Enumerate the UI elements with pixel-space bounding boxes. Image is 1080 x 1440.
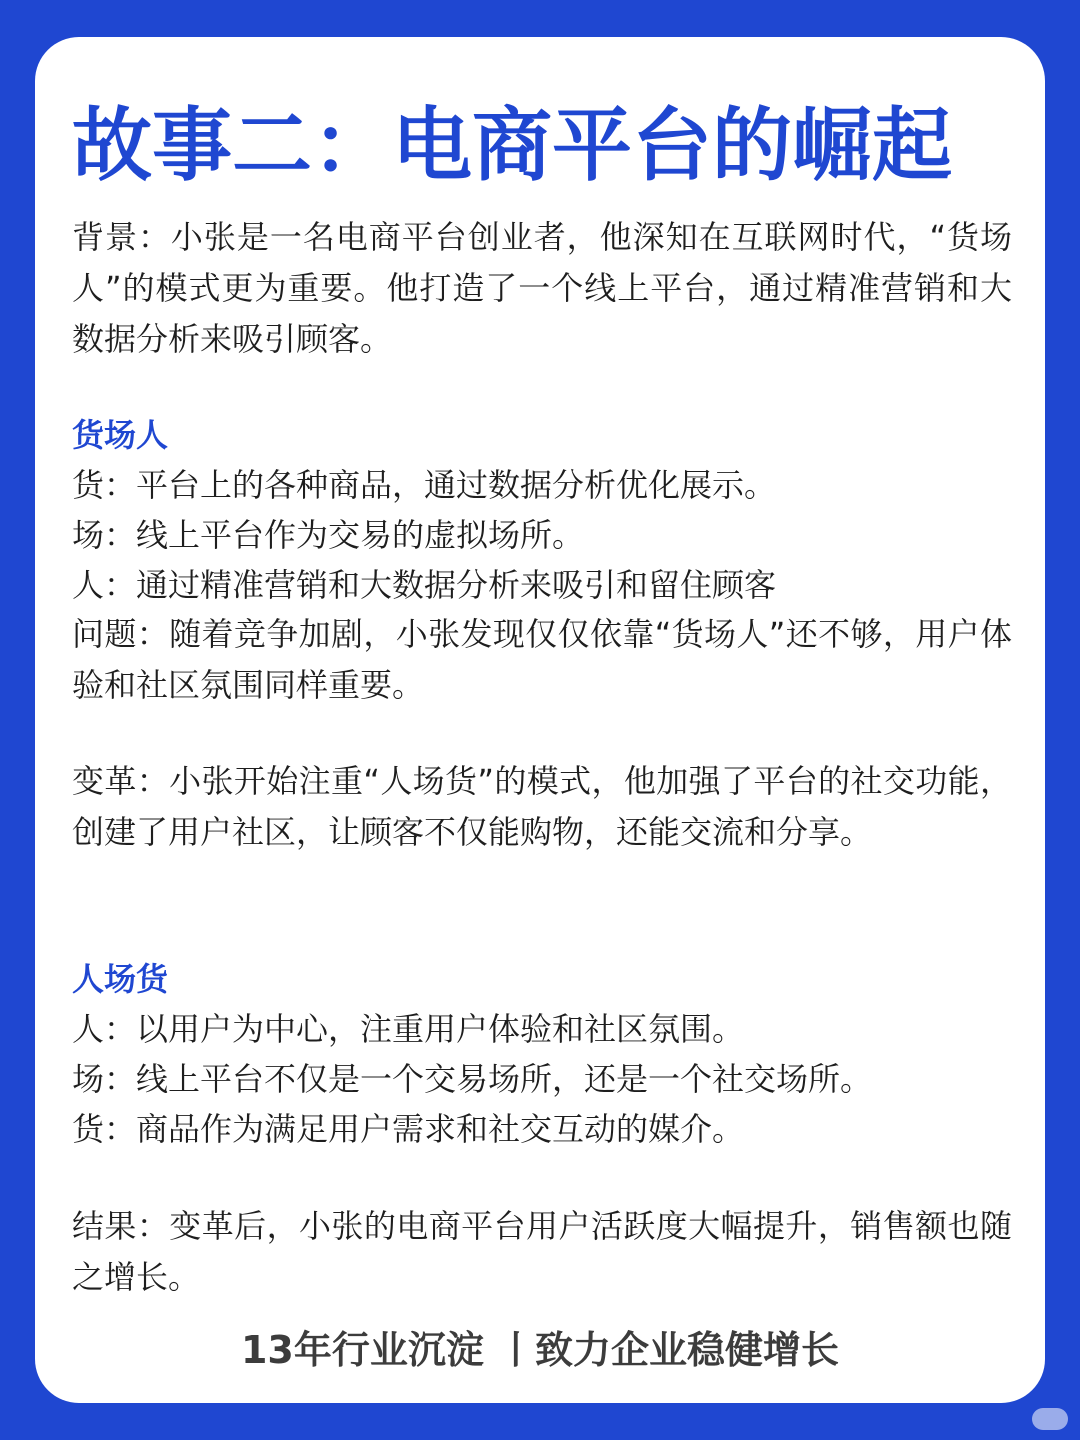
section1-line-goods: 货：平台上的各种商品，通过数据分析优化展示。 <box>72 466 777 504</box>
section1-line-people: 人：通过精准营销和大数据分析来吸引和留住顾客 <box>72 566 777 604</box>
change-paragraph: 变革：小张开始注重“人场货”的模式，他加强了平台的社交功能，创建了用户社区，让顾客不仅能购物，还能交流和分享。 <box>72 762 1012 851</box>
footer-slogan: 13年行业沉淀 丨致力企业稳健增长 <box>240 1328 840 1372</box>
section1-line-place: 场：线上平台作为交易的虚拟场所。 <box>72 516 585 554</box>
section2-line-goods: 货：商品作为满足用户需求和社交互动的媒介。 <box>72 1110 745 1148</box>
watermark-badge <box>1032 1408 1068 1430</box>
section-heading-people-place-goods: 人场货 <box>72 960 169 998</box>
result-paragraph: 结果：变革后，小张的电商平台用户活跃度大幅提升，销售额也随之增长。 <box>72 1207 1012 1296</box>
page-title: 故事二：电商平台的崛起 <box>72 99 952 192</box>
section2-line-place: 场：线上平台不仅是一个交易场所，还是一个社交场所。 <box>72 1060 873 1098</box>
background-paragraph: 背景：小张是一名电商平台创业者，他深知在互联网时代，“货场人”的模式更为重要。他打造了一个线上平台，通过精准营销和大数据分析来吸引顾客。 <box>72 218 1012 358</box>
section2-line-people: 人：以用户为中心，注重用户体验和社区氛围。 <box>72 1010 745 1048</box>
problem-paragraph: 问题：随着竞争加剧，小张发现仅仅依靠“货场人”还不够，用户体验和社区氛围同样重要。 <box>72 615 1012 704</box>
section-heading-goods-place-people: 货场人 <box>72 416 169 454</box>
